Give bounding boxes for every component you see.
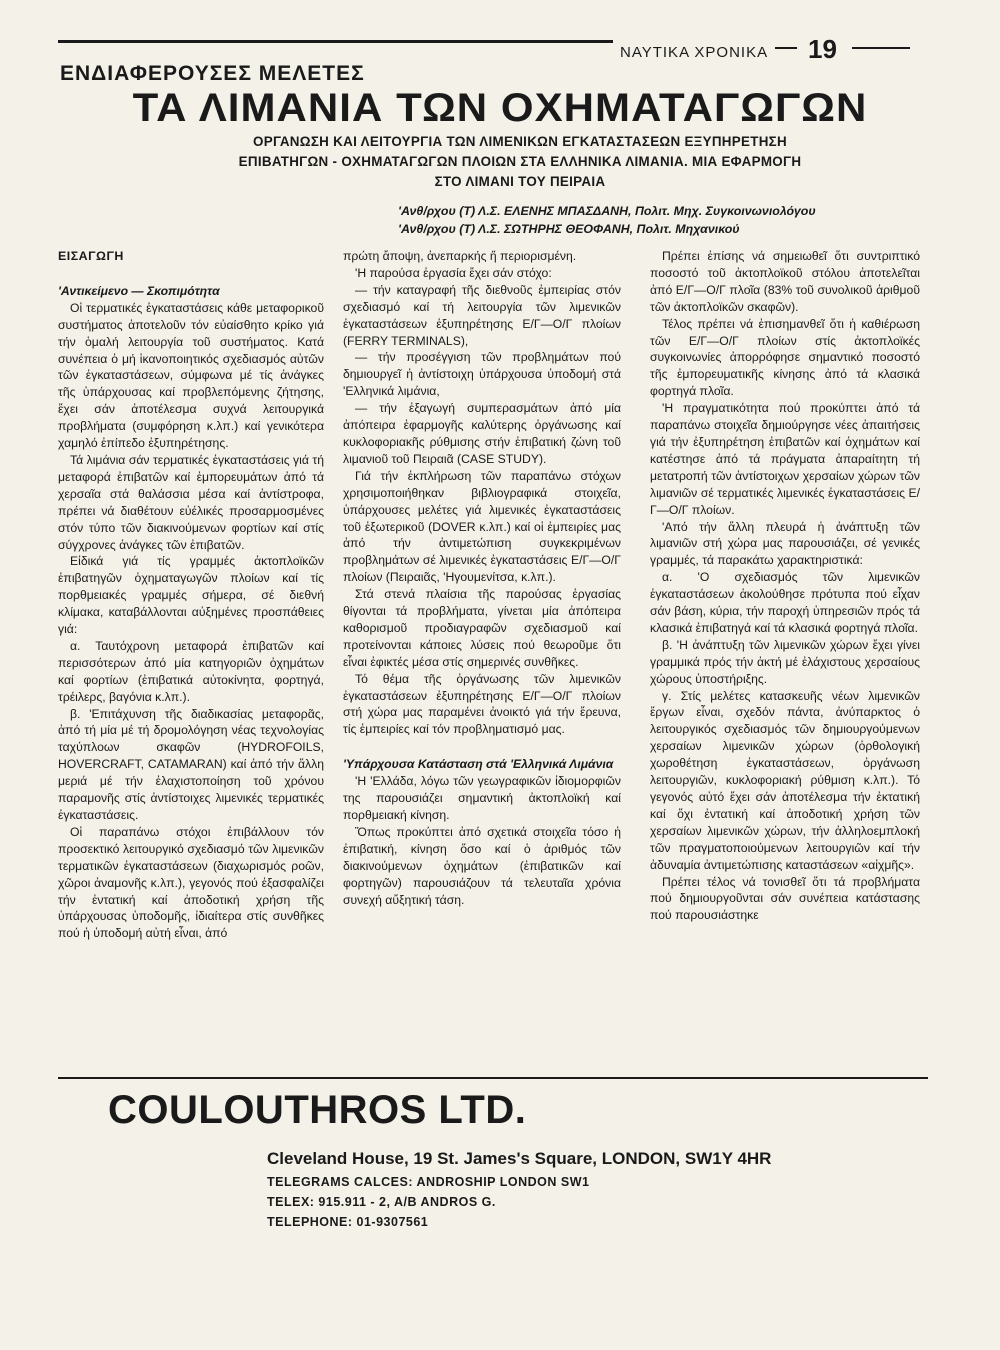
advertiser-address: Cleveland House, 19 St. James's Square, LONDON, SW1Y 4HR [267, 1149, 772, 1168]
paragraph: — τήν ἐξαγωγή συμπερασμάτων ἀπό μία ἀπόπειρα ἐφαρμογῆς καλύτερης ὀργάνωσης καί κυκλοφοριακῆς ρύθμισης στήν ἐπιβατική ζώνη τοῦ λιμανιοῦ τοῦ Πειραιᾶ (CASE STUDY). [343, 401, 621, 466]
subtitle-line: ΣΤΟ ΛΙΜΑΝΙ ΤΟΥ ΠΕΙΡΑΙΑ [434, 174, 606, 189]
paragraph: α. Ταυτόχρονη μεταφορά ἐπιβατῶν καί περισσότερων ἀπό μία κατηγοριῶν ὀχημάτων καί φορτίων (ἐπιβατικά αὐτοκίνητα, φορτηγά, τρέιλερς, βαγόνια κ.λπ.). [58, 638, 324, 704]
paragraph: Τέλος πρέπει νά ἐπισημανθεῖ ὅτι ἡ καθιέρωση τῶν Ε/Γ—Ο/Γ πλοίων στίς ἀκτοπλοϊκές συγκοινωνίες ἀπορρόφησε σημαντικό ποσοστό τῆς ἐμπορευματικῆς κίνησης ἀπό τά κλασικά φορτηγά πλοῖα. [650, 316, 920, 399]
subtitle-line: ΕΠΙΒΑΤΗΓΩΝ - ΟΧΗΜΑΤΑΓΩΓΩΝ ΠΛΟΙΩΝ ΣΤΑ ΕΛΛΗΝΙΚΑ ΛΙΜΑΝΙΑ. ΜΙΑ ΕΦΑΡΜΟΓΗ [238, 154, 802, 169]
paragraph: β. 'Η ἀνάπτυξη τῶν λιμενικῶν χώρων ἔχει γίνει γραμμικά πρός τήν ἀκτή μέ ἐλάχιστους χερσαίους χώρους ὑποστήριξης. [650, 637, 920, 686]
paragraph: Στά στενά πλαίσια τῆς παρούσας ἐργασίας θίγονται τά προβλήματα, γίνεται μία ἀπόπειρα καθορισμοῦ προδιαγραφῶν σχεδιασμοῦ καί προτείνονται κάποιες λύσεις πού θεωροῦμε ὅτι εἶναι ἐφικτές μέσα στίς σημερινές συνθῆκες. [343, 587, 621, 669]
paragraph: Ὅπως προκύπτει ἀπό σχετικά στοιχεῖα τόσο ἡ ἐπιβατική, κίνηση ὅσο καί ὁ ἀριθμός τῶν διακινούμενων ὀχημάτων (ἐπιβατικῶν καί φορτηγῶν) παρουσιάζουν τά τελευταῖα χρόνια συνεχή αὔξητική τάση. [343, 824, 621, 907]
paragraph: Οἱ τερματικές ἐγκαταστάσεις κάθε μεταφορικοῦ συστήματος ἀποτελοῦν τόν εὐαίσθητο κρίκο γιά τήν ὁμαλή λειτουργία τοῦ συστήματος. Κατά συνέπεια ὁ μή ἱκανοποιητικός σχεδιασμός αὐτῶν τῶν ἐγκαταστάσεων, σύμφωνα μέ τίς ἀνάγκες τῆς ὑπάρχουσας καί προβλεπόμενης ζήτησης, ἔχει σάν ἀποτέλεσμα συχνά λειτουργικά προβλήματα (συμφόρηση κ.λπ.) καί γενικότερα χαμηλό ἐπίπεδο ἐξυπηρέτησης. [58, 300, 324, 451]
column-3 [650, 248, 920, 924]
existing-situation-subheading: 'Υπάρχουσα Κατάσταση στά 'Ελληνικά Λιμάνια [343, 757, 614, 772]
paragraph: πρώτη ἄποψη, ἀνεπαρκής ἤ περιορισμένη. [343, 249, 577, 263]
article-title: ΤΑ ΛΙΜΑΝΙΑ ΤΩΝ ΟΧΗΜΑΤΑΓΩΓΩΝ [132, 86, 868, 130]
advertisement-rule [58, 1077, 928, 1079]
page-number: 19 [808, 34, 837, 64]
author-line: 'Ανθ/ρχου (Τ) Λ.Σ. ΣΩΤΗΡΗΣ ΘΕΟΦΑΝΗ, Πολιτ. Μηχανικού [398, 222, 740, 236]
paragraph: Οἱ παραπάνω στόχοι ἐπιβάλλουν τόν προσεκτικό λειτουργικό σχεδιασμό τῶν λιμενικῶν τερματικῶν ἐγκαταστάσεων (διαχωρισμός ροῶν, χῶροι ἀναμονῆς κ.λπ.), γεγονός πού ἐξασφαλίζει τήν ἐντατική καί ἀποδοτική χρήση τῆς ὑπάρχουσας ὑποδομῆς, ἰδιαίτερα στίς συνθῆκες πού ἡ ὑποδομή αὐτή εἶναι, ἀπό [58, 824, 324, 941]
intro-heading: ΕΙΣΑΓΩΓΗ [58, 249, 124, 263]
header-rule-mid [775, 47, 797, 49]
header-rule-left [58, 40, 613, 43]
magazine-name: ΝΑΥΤΙΚΑ ΧΡΟΝΙΚΑ [620, 44, 769, 61]
paragraph: Γιά τήν ἐκπλήρωση τῶν παραπάνω στόχων χρησιμοποιήθηκαν βιβλιογραφικά στοιχεῖα, ὑπάρχουσες μελέτες γιά λιμενικές ἐγκαταστάσεις τοῦ ἐξωτερικοῦ (DOVER κ.λπ.) καί οἱ ἐμπειρίες μας ἀπό τήν ἀντιμετώπιση συγκεκριμένων προβλημάτων σέ λιμενικές ἐγκαταστάσεις Ε/Γ—Ο/Γ πλοίων (Πειραιᾶς, 'Ηγουμενίτσα, κ.λπ.). [343, 468, 621, 585]
column-1 [58, 248, 324, 942]
paragraph: α. 'Ο σχεδιασμός τῶν λιμενικῶν ἐγκαταστάσεων ἀκολούθησε πρότυπα πού εἶχαν σάν βάση, κύρια, τήν παροχή ὑπηρεσιῶν πρός τά κλασικά ἐπιβατηγά καί τά κλασικά φορτηγά πλοῖα. [650, 570, 920, 635]
paragraph: Τά λιμάνια σάν τερματικές ἐγκαταστάσεις γιά τή μεταφορά ἐπιβατῶν καί ἐμπορευμάτων ἀπό τά χερσαῖα στά θαλάσσια μέσα καί ἀντίστροφα, πρέπει νά διαθέτουν εὐέλικές προσαρμοσμένες στόν τύπο τῶν διακινούμενων φορτίων καί στίς σύγχρονες ἀνάγκες τῶν ἐπιβατῶν. [58, 452, 324, 552]
paragraph: Πρέπει τέλος νά τονισθεῖ ὅτι τά προβλήματα πού δημιουργοῦνται σάν συνέπεια κατάστασης πού παρουσιάστηκε [650, 874, 920, 923]
advertiser-name: COULOUTHROS LTD. [108, 1088, 527, 1132]
intro-subheading: 'Αντικείμενο — Σκοπιμότητα [58, 283, 220, 298]
author-line: 'Ανθ/ρχου (Τ) Λ.Σ. ΕΛΕΝΗΣ ΜΠΑΣΔΑΝΗ, Πολιτ. Μηχ. Συγκοινωνιολόγου [398, 204, 816, 218]
column-2 [343, 248, 621, 908]
paragraph: 'Από τήν ἄλλη πλευρά ἡ ἀνάπτυξη τῶν λιμανιῶν στή χώρα μας παρουσιάζει, σέ γενικές γραμμές, τά παρακάτω χαρακτηριστικά: [650, 519, 920, 568]
advertiser-telephone: TELEPHONE: 01-9307561 [267, 1215, 429, 1229]
paragraph: 'Η παρούσα ἐργασία ἔχει σάν στόχο: [355, 265, 552, 280]
paragraph: γ. Στίς μελέτες κατασκευῆς νέων λιμενικῶν ἔργων εἶναι, σχεδόν πάντα, ἀνύπαρκτος ὁ λειτουργικός σχεδιασμός τῶν δημιουργούμενων χερσαίων λιμενικῶν χώρων (ὀρθολογική χωροθέτηση ἐγκαταστάσεων, ὀργάνωση λειτουργιῶν, κυκλοφοριακή ρύθμιση κ.λπ.). Τό γεγονός αὐτό ἔχει σάν ἀποτέλεσμα τήν ἐκτατική καί ὄχι ἐντατική καί ἀποδοτική χρήση τῶν χερσαίων λιμενικῶν χώρων, τήν ἀλληλοεμπλοκή τῶν πραγματοποιούμενων λειτουργιῶν καί τήν ἀδυναμία ἀντιμετώπισης καταστάσεων «αἰχμῆς». [650, 688, 920, 872]
paragraph: 'Η πραγματικότητα πού προκύπτει ἀπό τά παραπάνω στοιχεῖα δημιούργησε νέες ἀπαιτήσεις γιά τήν ἐξυπηρέτηση ἐπιβατῶν καί ὀχημάτων καί κατέστησε ἀπό τά πράγματα ἀπαραίτητη τή μετατροπή τῶν ἀντίστοιχων χερσαίων χώρων τῶν λιμανιῶν σέ τερματικές λιμενικές ἐγκαταστάσεις Ε/Γ—Ο/Γ πλοίων. [650, 401, 920, 517]
paragraph: Τό θέμα τῆς ὀργάνωσης τῶν λιμενικῶν ἐγκαταστάσεων ἐξυπηρέτησης Ε/Γ—Ο/Γ πλοίων στή χώρα μας παραμένει ἀνοικτό γιά τήν ἔρευνα, τίς ἐμπειρίες καί τόν προβληματισμό μας. [343, 671, 621, 737]
paragraph: β. 'Επιτάχυνση τῆς διαδικασίας μεταφορᾶς, ἀπό τή μία μέ τή δρομολόγηση νέας τεχνολογίας ταχύπλοων σκαφῶν (HYDROFOILS, HOVERCRAFT, CATAMARAN) καί ἀπό τήν ἄλλη μεριά μέ τήν ἐλαχιστοποίηση τοῦ χρόνου παραμονῆς στίς ἀντίστοιχες λιμενικές τερματικές ἐγκαταστάσεις. [58, 706, 324, 822]
paragraph: Πρέπει ἐπίσης νά σημειωθεῖ ὅτι συντριπτικό ποσοστό τοῦ ἀκτοπλοϊκοῦ στόλου ἀποτελεῖται ἀπό Ε/Γ—Ο/Γ πλοῖα (83% τοῦ συνολικοῦ ἀριθμοῦ τῶν ἀκτοπλοϊκῶν σκαφῶν). [650, 249, 920, 314]
section-label: ΕΝΔΙΑΦΕΡΟΥΣΕΣ ΜΕΛΕΤΕΣ [60, 62, 365, 85]
paragraph: — τήν προσέγγιση τῶν προβλημάτων πού δημιουργεῖ ἡ ἀντίστοιχη ὑπάρχουσα ὑποδομή στά 'Ελληνικά λιμάνια, [343, 350, 621, 399]
paragraph: Εἰδικά γιά τίς γραμμές ἀκτοπλοϊκῶν ἐπιβατηγῶν ὀχηματαγωγῶν πλοίων καί τίς πορθμειακές γραμμές σήμερα, σέ διεθνή κλίμακα, καταβάλλονται αὐξημένες προσπάθειες γιά: [58, 554, 324, 637]
subtitle-line: ΟΡΓΑΝΩΣΗ ΚΑΙ ΛΕΙΤΟΥΡΓΙΑ ΤΩΝ ΛΙΜΕΝΙΚΩΝ ΕΓΚΑΤΑΣΤΑΣΕΩΝ ΕΞΥΠΗΡΕΤΗΣΗ [253, 134, 787, 149]
header-rule-right [852, 47, 910, 49]
advertiser-telegrams: TELEGRAMS CALCES: ANDROSHIP LONDON SW1 [267, 1175, 590, 1189]
authors [398, 202, 816, 238]
article-subtitle [130, 132, 910, 192]
paragraph: 'Η 'Ελλάδα, λόγω τῶν γεωγραφικῶν ἰδιομορφιῶν της παρουσιάζει σημαντική ἀκτοπλοϊκή καί πορθμειακή κίνηση. [343, 774, 621, 822]
paragraph: — τήν καταγραφή τῆς διεθνοῦς ἐμπειρίας στόν σχεδιασμό καί τή λειτουργία τῶν λιμενικῶν ἐγκαταστάσεων ἐξυπηρέτησης Ε/Γ—Ο/Γ πλοίων (FERRY TERMINALS), [343, 282, 621, 348]
advertiser-telex: TELEX: 915.911 - 2, A/B ANDROS G. [267, 1195, 496, 1209]
